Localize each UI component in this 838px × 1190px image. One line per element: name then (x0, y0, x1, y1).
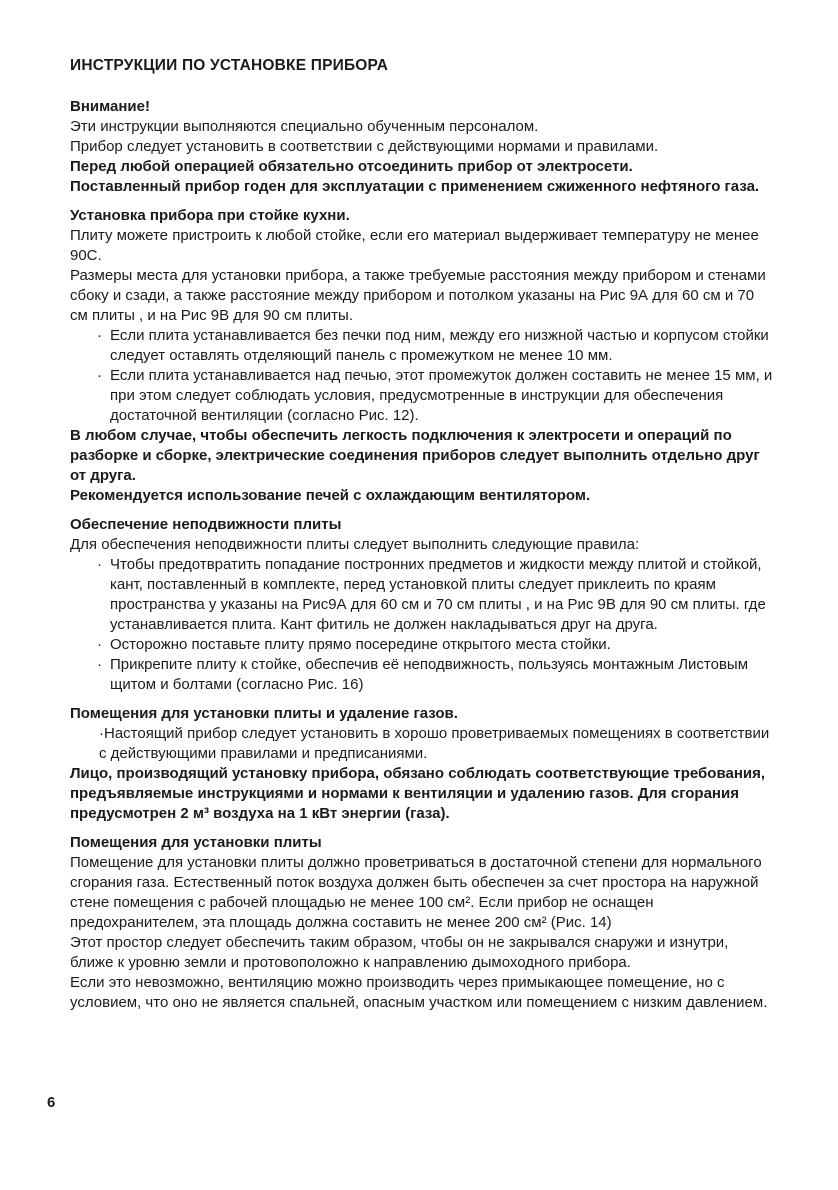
installation-heading: Установка прибора при стойке кухни. (70, 207, 350, 224)
list-item-text: Осторожно поставьте плиту прямо посередине открытого места стойки. (110, 636, 611, 653)
bullet-marker: · (97, 556, 102, 573)
bullet-marker: · (97, 367, 102, 384)
document-title: ИНСТРУКЦИИ ПО УСТАНОВКЕ ПРИБОРА (70, 57, 389, 74)
section-rooms (70, 833, 774, 1013)
list-item (70, 555, 774, 635)
rooms-heading: Помещения для установки плиты (70, 834, 322, 851)
section-attention (70, 97, 774, 197)
paragraph-bold: Рекомендуется использование печей с охлаждающим вентилятором. (70, 487, 591, 504)
section-installation (70, 206, 774, 506)
paragraph: Эти инструкции выполняются специально обученным персоналом. (70, 118, 539, 135)
rooms-gas-heading: Помещения для установки плиты и удаление газов. (70, 705, 458, 722)
list-item-text: Чтобы предотвратить попадание постронних предметов и жидкости между плитой и стойкой, кант, поставленный в комплекте, перед установкой плиты следует приклеить по краям пространства у указаны на Рис9А для 60 см и 70 см плиты , и на Рис 9В для 90 см плиты. где устанавливается плита. Кант фитиль не должен накладываться друг на друга. (110, 556, 766, 633)
bullet-marker: · (97, 327, 102, 344)
paragraph-bold: Перед любой операцией обязательно отсоединить прибор от электросети. (70, 158, 633, 175)
page-content (70, 56, 774, 1022)
paragraph: Помещение для установки плиты должно проветриваться в достаточной степени для нормального сгорания газа. Естественный поток воздуха должен быть обеспечен за счет простора на наружной стене помещения с рабочей площадью не менее 100 см². Если прибор не оснащен предохранителем, эта площадь должна составить не менее 200 см² (Рис. 14) (70, 854, 762, 931)
list-item-text: Прикрепите плиту к стойке, обеспечив её неподвижность, пользуясь монтажным Листовым щитом и болтами (согласно Рис. 16) (110, 656, 749, 693)
paragraph-bold: Поставленный прибор годен для эксплуатации с применением сжиженного нефтяного газа. (70, 178, 760, 195)
bullet-marker: · (97, 656, 102, 673)
paragraph-indented: ·Настоящий прибор следует установить в хорошо проветриваемых помещениях в соответствии с действующими правилами и предписаниями. (99, 725, 770, 762)
list-item (70, 655, 774, 695)
list-item (70, 326, 774, 366)
paragraph-bold: Лицо, производящий установку прибора, обязано соблюдать соответствующие требования, предъявляемые инструкциями и нормами к вентиляции и удалению газов. Для сгорания предусмотрен 2 м³ воздуха на 1 кВт энергии (газа). (70, 765, 766, 822)
paragraph: Плиту можете пристроить к любой стойке, если его материал выдерживает температуру не менее 90С. (70, 227, 759, 264)
list-item-text: Если плита устанавливается без печки под ним, между его низжной частью и корпусом стойки следует оставлять отделяющий панель с промежутком не менее 10 мм. (110, 327, 769, 364)
paragraph: Если это невозможно, вентиляцию можно производить через примыкающее помещение, но с условием, что оно не является спальней, опасным участком или помещением с низким давлением. (70, 974, 768, 1011)
section-rooms-gas (70, 704, 774, 824)
list-item (70, 635, 774, 655)
immobility-heading: Обеспечение неподвижности плиты (70, 516, 342, 533)
paragraph-bold: В любом случае, чтобы обеспечить легкость подключения к электросети и операций по разборке и сборке, электрические соединения приборов следует выполнить отдельно друг от друга. (70, 427, 760, 484)
paragraph: Размеры места для установки прибора, а также требуемые расстояния между прибором и стенами сбоку и сзади, а также расстояние между прибором и потолком указаны на Рис 9А для 60 см и 70 см плиты , и на Рис 9В для 90 см плиты. (70, 267, 766, 324)
paragraph: Для обеспечения неподвижности плиты следует выполнить следующие правила: (70, 536, 640, 553)
list-item-text: Если плита устанавливается над печью, этот промежуток должен составить не менее 15 мм, и при этом следует соблюдать условия, предусмотренные в инструкции для обеспечения достаточной вентиляции (согласно Рис. 12). (110, 367, 773, 424)
bullet-marker: · (97, 636, 102, 653)
page-number: 6 (47, 1094, 56, 1111)
list-item (70, 366, 774, 426)
attention-heading: Внимание! (70, 98, 150, 115)
paragraph: Этот простор следует обеспечить таким образом, чтобы он не закрывался снаружи и изнутри, ближе к уровню земли и протовоположно к направлению дымоходного прибора. (70, 934, 729, 971)
section-immobility (70, 515, 774, 695)
paragraph: Прибор следует установить в соответствии с действующими нормами и правилами. (70, 138, 659, 155)
